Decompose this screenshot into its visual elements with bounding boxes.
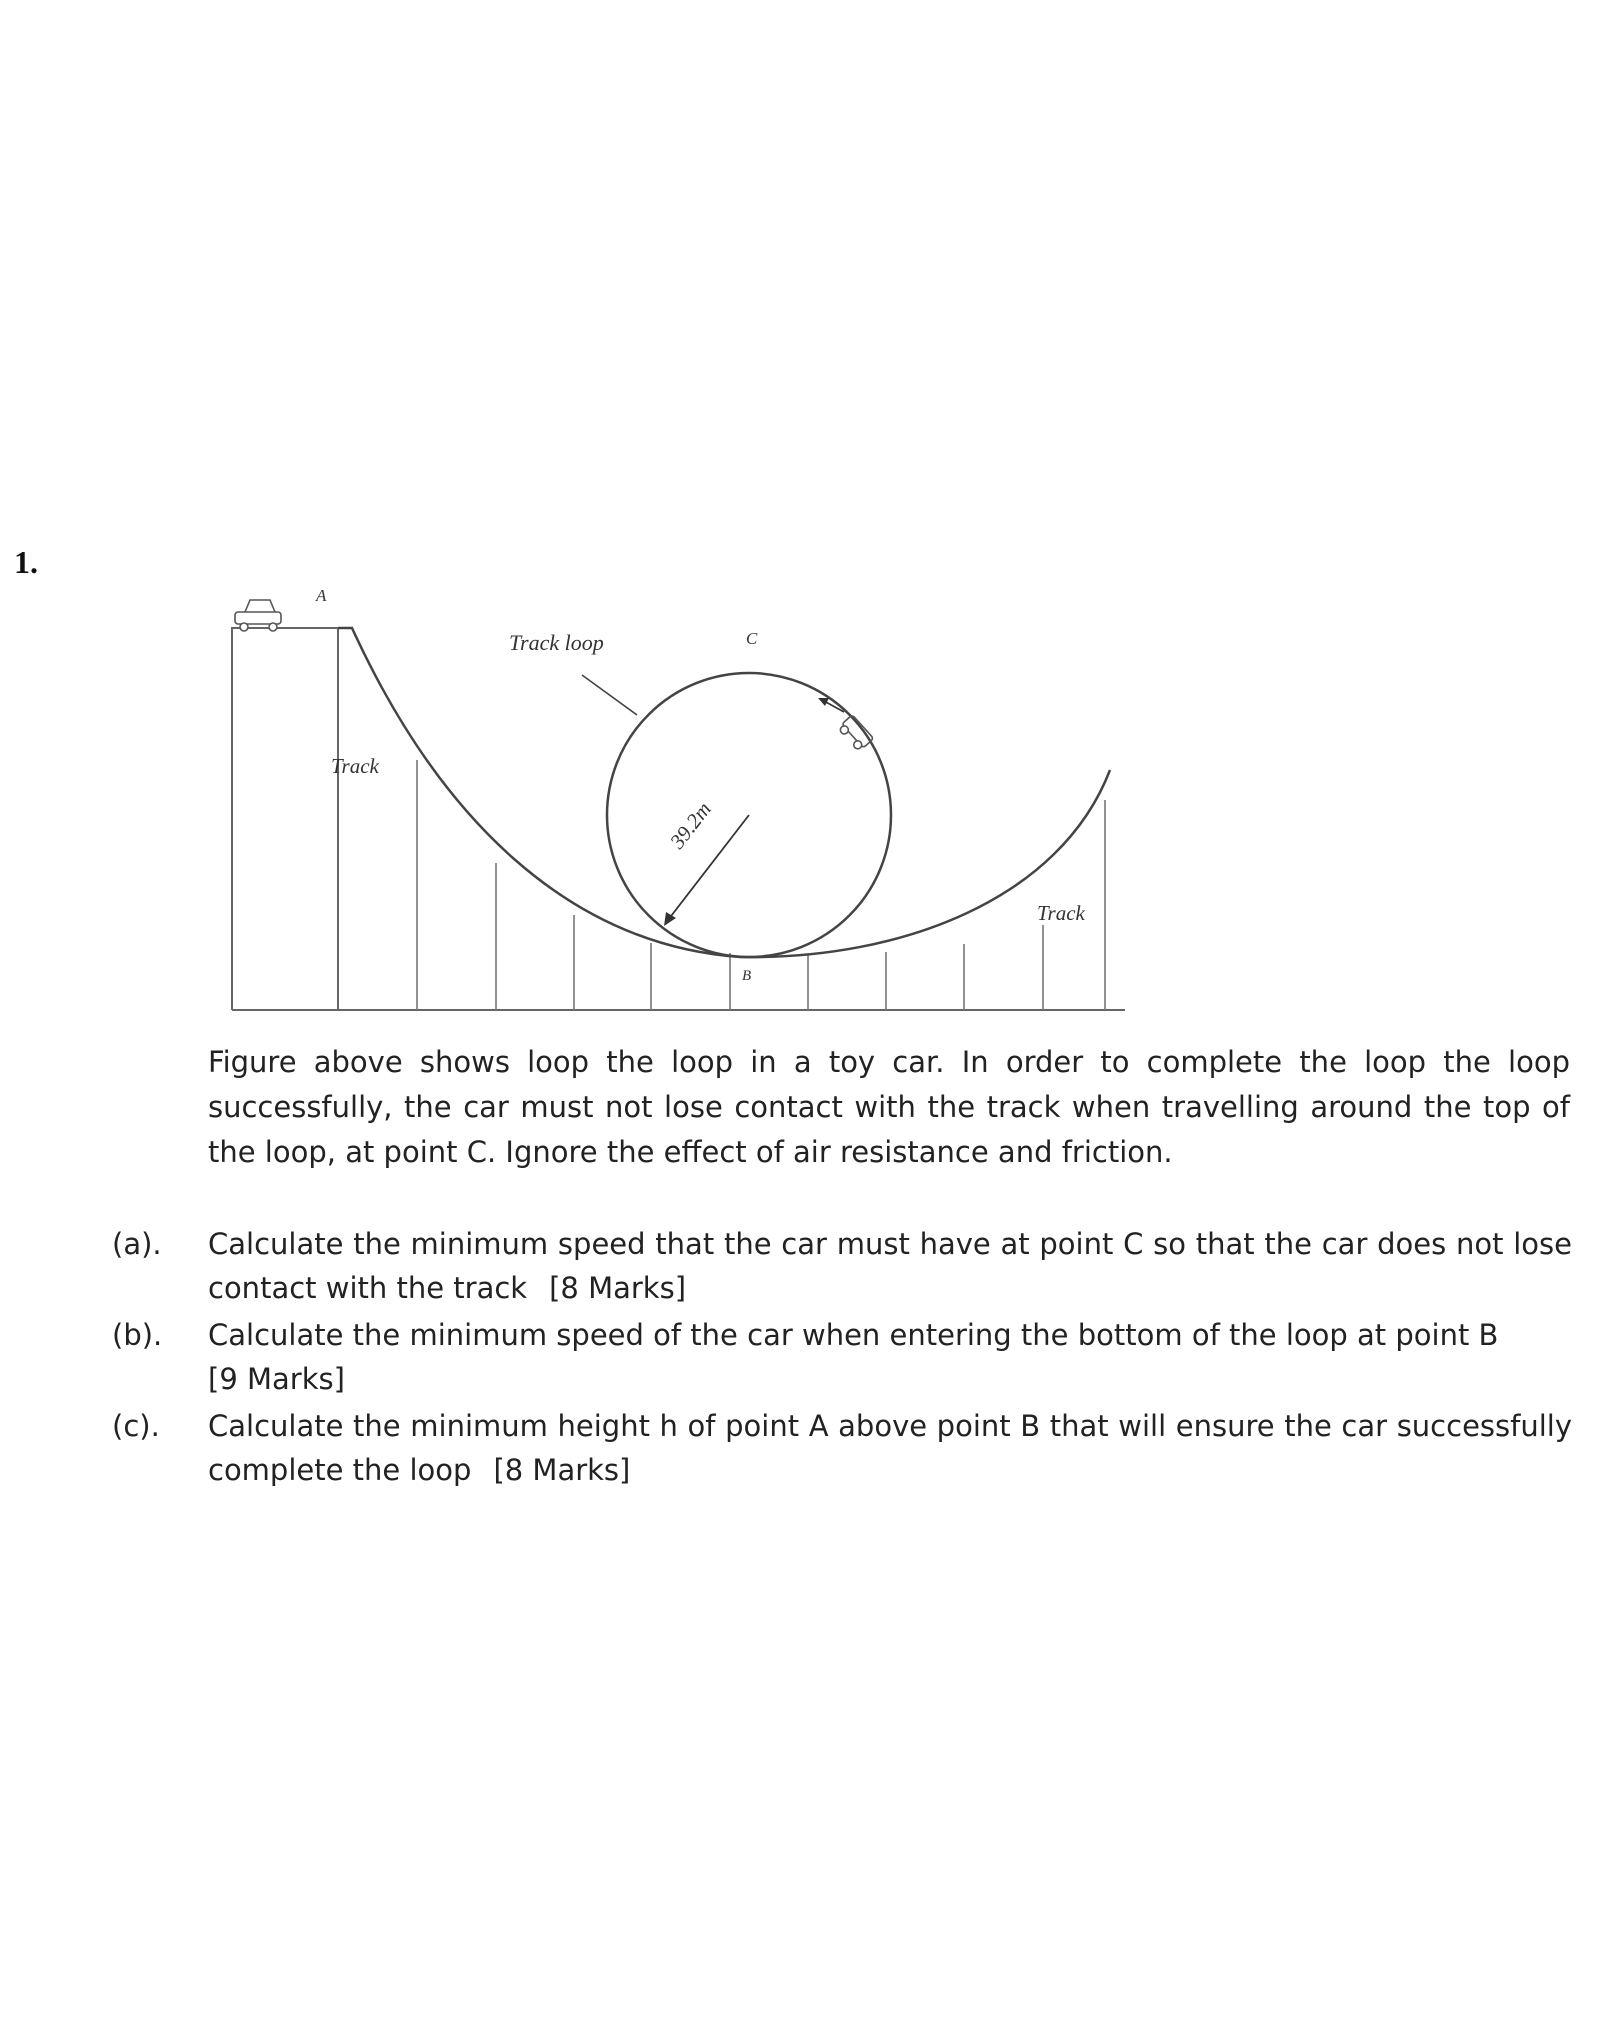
part-a — [112, 1222, 1572, 1310]
car-at-a-icon — [235, 600, 281, 631]
part-b-marks: [9 Marks] — [208, 1362, 345, 1396]
loop-the-loop-figure — [200, 560, 1140, 1020]
part-c-marks: [8 Marks] — [493, 1453, 631, 1487]
part-b-text: Calculate the minimum speed of the car when entering the bottom of the loop at point B — [208, 1318, 1499, 1352]
start-platform — [232, 628, 338, 1010]
part-c-label: (c). — [112, 1409, 160, 1443]
radius-label: 39.2m — [665, 797, 716, 854]
part-a-label: (a). — [112, 1227, 162, 1261]
track-right-label: Track — [1037, 901, 1085, 925]
track-loop-leader — [582, 675, 637, 715]
intro-paragraph: Figure above shows loop the loop in a toy car. In order to complete the loop the loop successfully, the car must not lose contact with the track when travelling around the top of the loop, at point C. Ignore the effect of air resistance and friction. — [208, 1045, 1570, 1169]
part-a-text: Calculate the minimum speed that the car must have at point C so that the car does not lose contact with the track — [208, 1227, 1572, 1305]
label-b: B — [742, 968, 752, 984]
part-c-text: Calculate the minimum height h of point A above point B that will ensure the car successfully complete the loop — [208, 1409, 1572, 1487]
part-b-label: (b). — [112, 1318, 163, 1352]
part-b — [112, 1313, 1572, 1401]
part-c — [112, 1404, 1572, 1492]
label-a: A — [316, 586, 327, 605]
track-loop-label: Track loop — [509, 630, 604, 655]
track-left-label: Track — [331, 754, 379, 778]
radius-arrowhead — [664, 912, 676, 926]
support-posts — [417, 760, 1105, 1010]
part-a-marks: [8 Marks] — [549, 1271, 687, 1305]
question-number: 1. — [14, 544, 38, 580]
question-parts — [112, 1222, 1572, 1495]
label-c: C — [746, 629, 758, 648]
track-curve — [338, 628, 1110, 957]
